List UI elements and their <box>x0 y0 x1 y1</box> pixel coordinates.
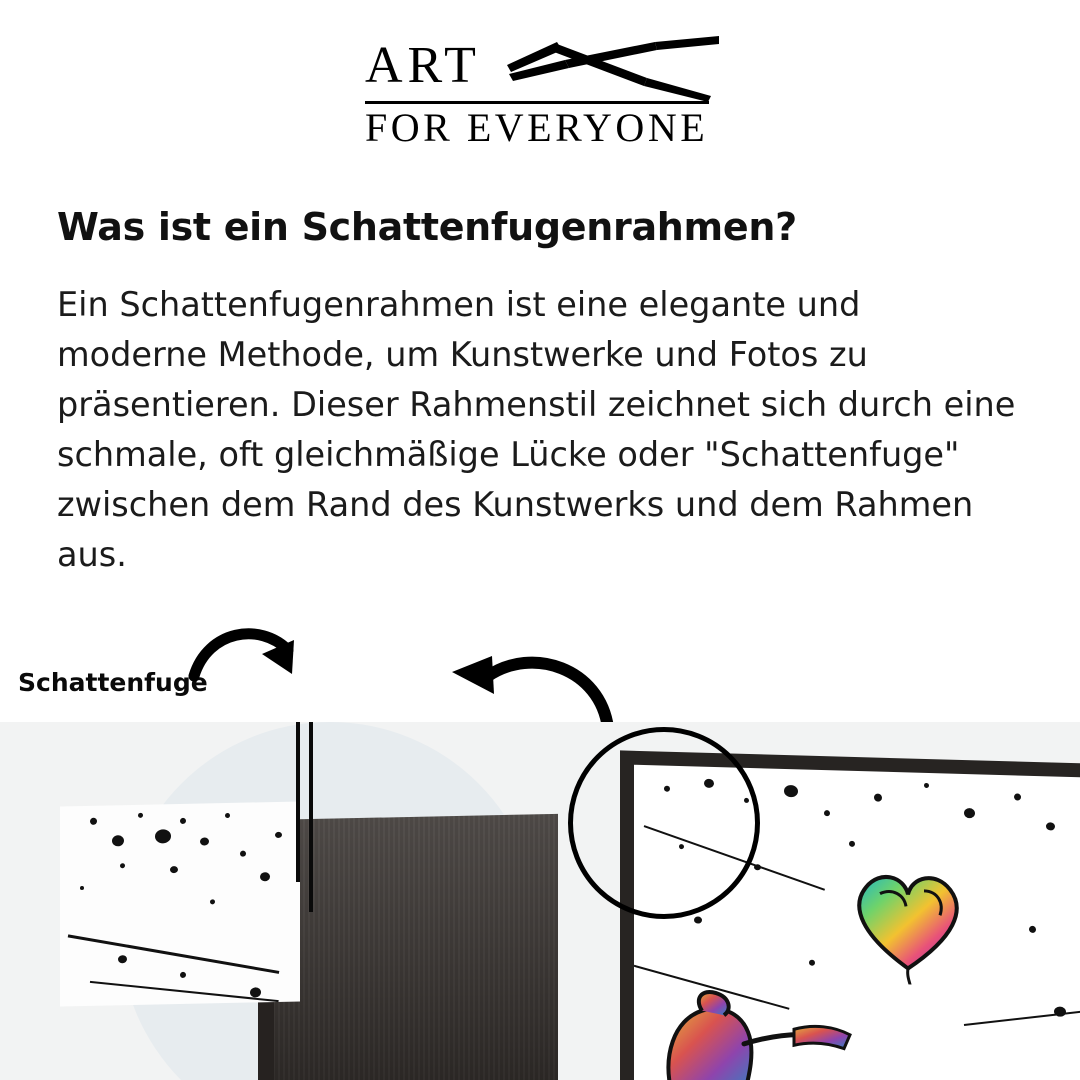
brand-logo <box>0 38 1080 158</box>
child-figure-icon <box>644 985 874 1080</box>
gap-indicator-line-outer <box>296 722 300 882</box>
left-frame-body <box>258 814 558 1080</box>
curved-arrow-left-icon <box>188 612 313 697</box>
left-frame-artwork <box>60 801 300 1006</box>
page-title: Was ist ein Schattenfugenrahmen? <box>57 205 797 249</box>
body-paragraph: Ein Schattenfugenrahmen ist eine elegante und moderne Methode, um Kunstwerke und Fotos zu präsentieren. Dieser Rahmenstil zeichnet sich durch eine schmale, oft gleichmäßige Lücke oder "Schattenfuge" zwischen dem Rand des Kunstwerks und dem Rahmen aus. <box>57 285 1016 574</box>
annotation-label-schattenfuge: Schattenfuge <box>18 668 208 697</box>
gap-indicator-line-inner <box>309 722 313 912</box>
heart-balloon-icon <box>844 863 974 987</box>
paintbrushes-icon <box>505 34 720 104</box>
product-photo <box>0 722 1080 1080</box>
circle-highlight-icon <box>568 727 760 919</box>
logo-primary-text: ART <box>365 37 481 94</box>
logo-secondary-text: FOR EVERYONE <box>365 105 709 150</box>
